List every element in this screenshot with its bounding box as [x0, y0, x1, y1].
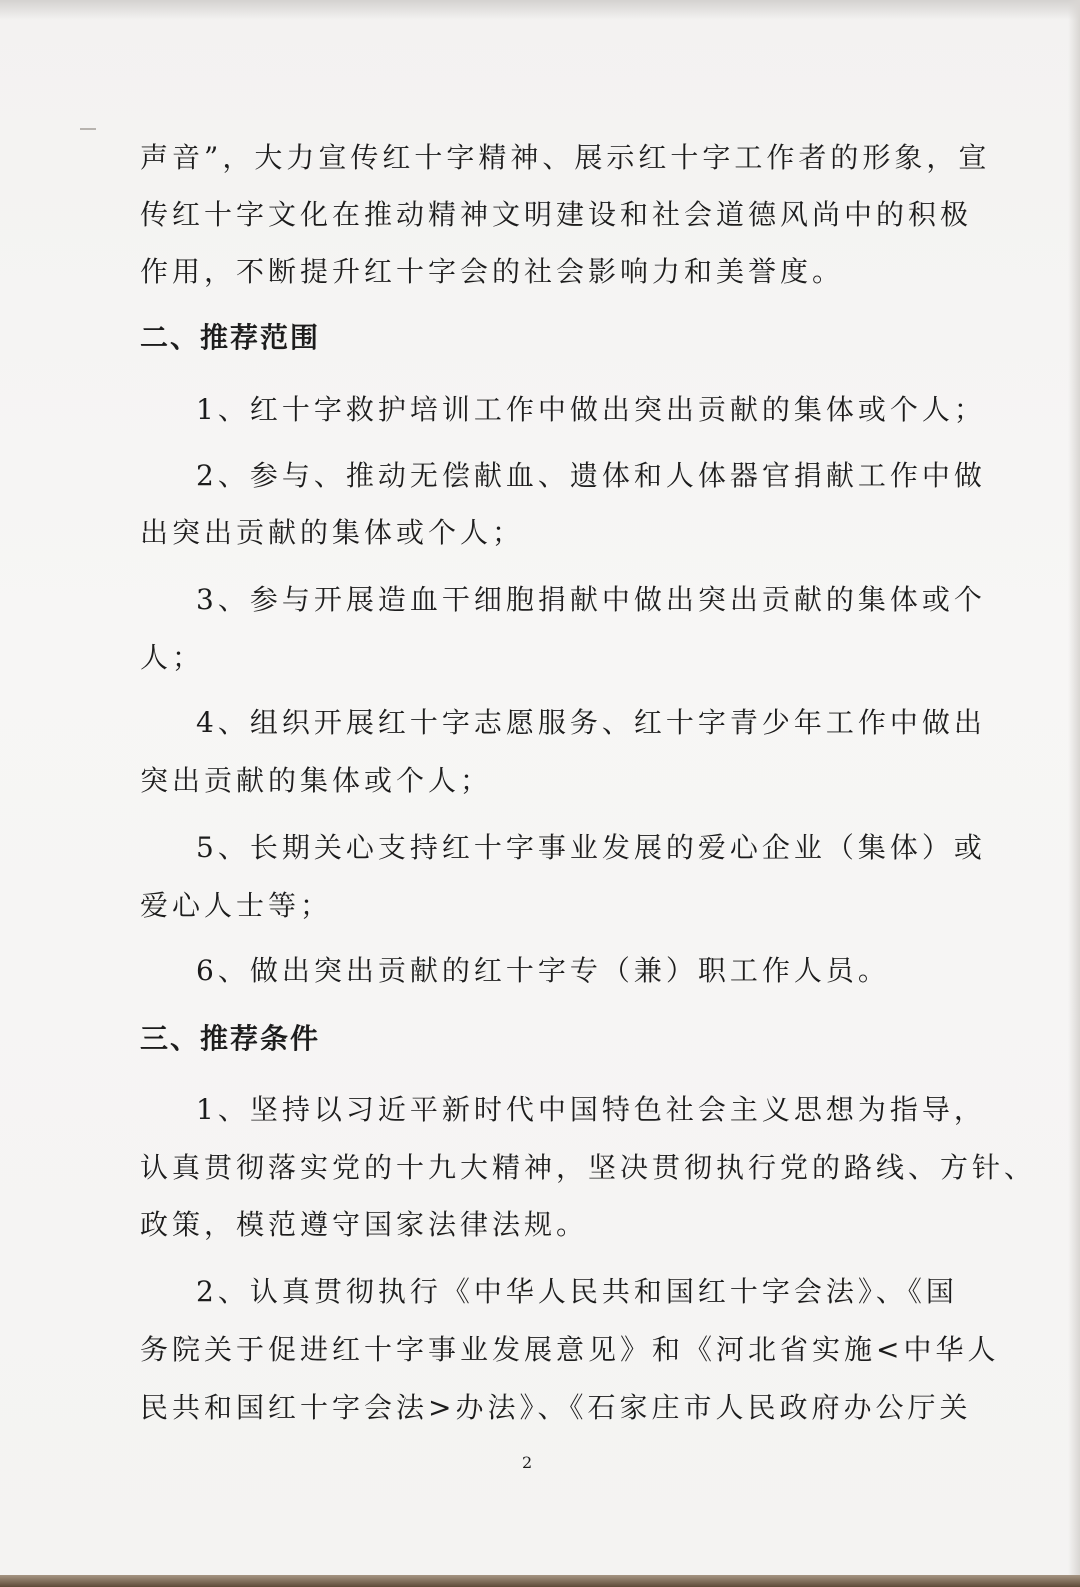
list-item: 1、坚持以习近平新时代中国特色社会主义思想为指导， [196, 1093, 986, 1126]
section-heading: 二、推荐范围 [140, 321, 321, 354]
scan-top-shadow [0, 0, 1080, 20]
scan-edge-shadow [1068, 0, 1080, 1587]
page-number: 2 [522, 1453, 533, 1472]
scan-bottom-edge [0, 1575, 1080, 1587]
list-item-continuation: 民共和国红十字会法>办法》、《石家庄市人民政府办公厅关 [140, 1391, 972, 1424]
paragraph-line: 声音”，大力宣传红十字精神、展示红十字工作者的形象，宣 [140, 141, 991, 174]
list-item-continuation: 爱心人士等； [140, 889, 333, 922]
section-heading: 三、推荐条件 [140, 1022, 321, 1055]
list-item: 3、参与开展造血干细胞捐献中做出突出贡献的集体或个 [196, 583, 986, 616]
list-item: 1、红十字救护培训工作中做出突出贡献的集体或个人； [196, 393, 986, 426]
list-item-continuation: 出突出贡献的集体或个人； [140, 516, 525, 549]
margin-mark [80, 128, 96, 130]
list-item: 2、认真贯彻执行《中华人民共和国红十字会法》、《国 [196, 1275, 958, 1308]
list-item: 4、组织开展红十字志愿服务、红十字青少年工作中做出 [196, 706, 986, 739]
list-item: 2、参与、推动无偿献血、遗体和人体器官捐献工作中做 [196, 459, 986, 492]
list-item-continuation: 政策，模范遵守国家法律法规。 [140, 1208, 589, 1241]
list-item: 6、做出突出贡献的红十字专（兼）职工作人员。 [196, 954, 890, 987]
paragraph-line: 作用，不断提升红十字会的社会影响力和美誉度。 [140, 255, 845, 288]
list-item: 5、长期关心支持红十字事业发展的爱心企业（集体）或 [196, 831, 986, 864]
list-item-continuation: 认真贯彻落实党的十九大精神，坚决贯彻执行党的路线、方针、 [140, 1151, 1037, 1184]
paragraph-line: 传红十字文化在推动精神文明建设和社会道德风尚中的积极 [140, 198, 973, 231]
list-item-continuation: 突出贡献的集体或个人； [140, 764, 493, 797]
list-item-continuation: 人； [140, 641, 205, 674]
list-item-continuation: 务院关于促进红十字事业发展意见》和《河北省实施<中华人 [140, 1333, 1000, 1366]
